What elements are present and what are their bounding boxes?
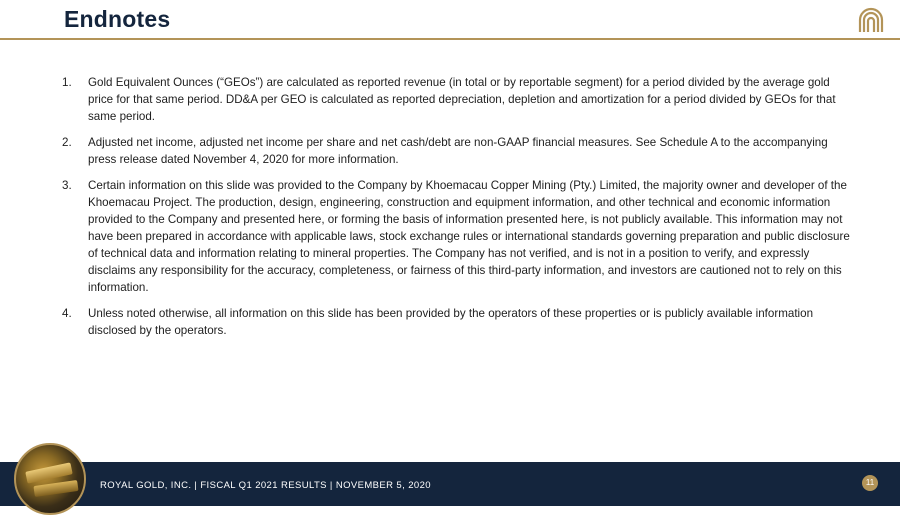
endnotes-list [62, 74, 852, 348]
header-divider [0, 38, 900, 40]
footer-text: ROYAL GOLD, INC. | FISCAL Q1 2021 RESULTS | NOVEMBER 5, 2020 [100, 480, 431, 491]
endnote-item [62, 305, 852, 339]
endnote-text: Unless noted otherwise, all information on this slide has been provided by the operators of these properties or is publicly available information disclosed by the operators. [88, 307, 814, 337]
endnote-item [62, 74, 852, 125]
royal-gold-logo-icon [856, 4, 886, 34]
endnote-text: Certain information on this slide was provided to the Company by Khoemacau Copper Mining (Pty.) Limited, the majority owner and developer of the Khoemacau Project. The production, design, engineering, construction and equipment information, and other technical and economic information provided to the Company and presented here, or forming the basis of information presented here, is not publicly available. This information may not have been prepared in accordance with applicable laws, stock exchange rules or international standards governing preparation and public disclosure of technical data and information relating to mineral properties. The Company has not verified, and is not in a position to verify, and expressly disclaims any responsibility for the accuracy, completeness, or fairness of this third-party information, and investors are cautioned not to rely on this information. [88, 179, 850, 294]
footer-bar [0, 462, 900, 506]
gold-bar-shape [33, 480, 78, 497]
endnote-number: 2. [62, 136, 72, 149]
page-title: Endnotes [64, 6, 171, 32]
gold-bars-medallion-image [14, 443, 86, 515]
endnote-item [62, 134, 852, 168]
endnote-number: 1. [62, 76, 72, 89]
endnote-text: Adjusted net income, adjusted net income per share and net cash/debt are non-GAAP financial measures. See Schedule A to the accompanying press release dated November 4, 2020 for more information. [88, 136, 828, 166]
endnote-number: 3. [62, 179, 72, 192]
gold-bar-shape [25, 462, 72, 483]
page-number-badge: 11 [862, 475, 878, 491]
endnote-number: 4. [62, 307, 72, 320]
endnote-text: Gold Equivalent Ounces (“GEOs”) are calculated as reported revenue (in total or by reportable segment) for a period divided by the average gold price for that same period. DD&A per GEO is calculated as reported depreciation, depletion and amortization for a period divided by GEOs for that same period. [88, 76, 836, 123]
endnote-item [62, 177, 852, 296]
